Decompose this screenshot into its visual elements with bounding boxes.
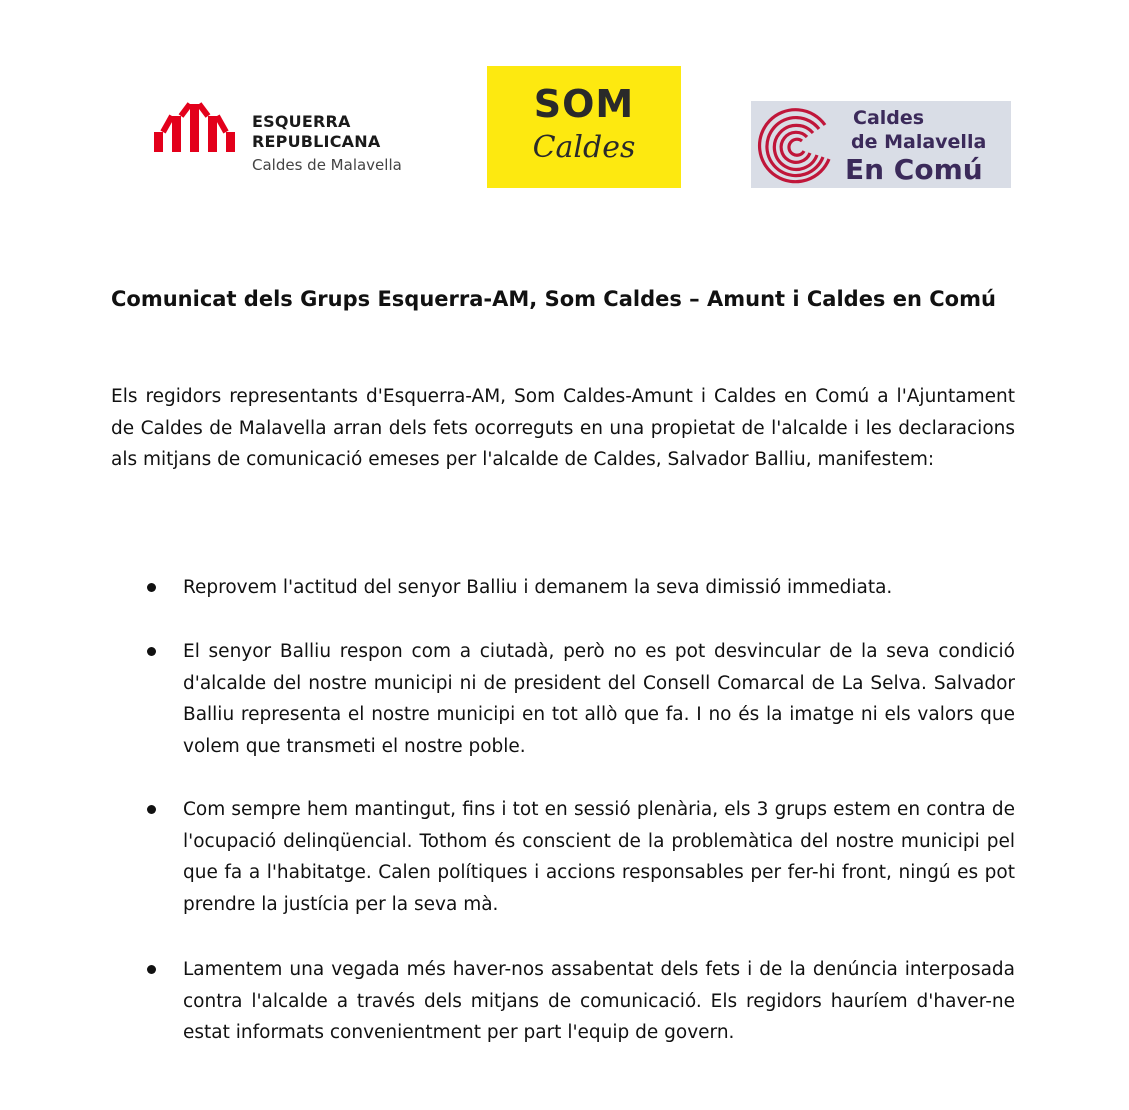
point-text: Lamentem una vegada més haver-nos assabentat dels fets i de la denúncia interposada contra l'alcalde a través dels mitjans de comunicació. Els regidors hauríem d'haver-ne estat informats convenientment per part l'equip de govern. bbox=[183, 959, 1015, 1043]
intro-paragraph: Els regidors representants d'Esquerra-AM, Som Caldes-Amunt i Caldes en Comú a l'Ajuntament de Caldes de Malavella arran dels fets ocorreguts en una propietat de l'alcalde i les declaracions als mitjans de comunicació emeses per l'alcalde de Caldes, Salvador Balliu, manifestem: bbox=[111, 386, 1015, 470]
bullet-icon bbox=[147, 805, 156, 814]
esquerra-logo-line2: REPUBLICANA bbox=[252, 132, 381, 151]
bullet-icon bbox=[147, 583, 156, 592]
list-item bbox=[183, 572, 1015, 604]
bullet-icon bbox=[147, 965, 156, 974]
point-text: Com sempre hem mantingut, fins i tot en sessió plenària, els 3 grups estem en contra de l'ocupació delinqüencial. Tothom és conscient de la problemàtica del nostre municipi pel que fa a l'habitatge. Calen polítiques i accions responsables per fer-hi front, ningú es pot prendre la justícia per la seva mà. bbox=[183, 799, 1015, 915]
som-caldes-logo bbox=[487, 66, 681, 188]
esquerra-logo-line3: Caldes de Malavella bbox=[252, 156, 402, 174]
document-title: Comunicat dels Grups Esquerra-AM, Som Caldes – Amunt i Caldes en Comú bbox=[111, 287, 996, 311]
esquerra-logo-line1: ESQUERRA bbox=[252, 112, 351, 131]
comu-logo-line2: de Malavella bbox=[851, 131, 987, 153]
logos-header bbox=[0, 0, 1129, 200]
list-item bbox=[183, 954, 1015, 1049]
list-item bbox=[183, 636, 1015, 762]
esquerra-republicana-logo bbox=[152, 100, 412, 182]
esquerra-star-bars-icon bbox=[152, 102, 236, 152]
list-item bbox=[183, 794, 1015, 920]
comu-logo-line3: En Comú bbox=[845, 153, 983, 186]
bullet-icon bbox=[147, 647, 156, 656]
caldes-en-comu-logo bbox=[751, 101, 1011, 188]
concentric-circles-icon bbox=[755, 103, 839, 187]
comu-logo-line1: Caldes bbox=[853, 107, 925, 129]
som-logo-sub: Caldes bbox=[532, 130, 636, 165]
point-text: El senyor Balliu respon com a ciutadà, però no es pot desvincular de la seva condició d'alcalde del nostre municipi ni de president del Consell Comarcal de La Selva. Salvador Balliu representa el nostre municipi en tot allò que fa. I no és la imatge ni els valors que volem que transmeti el nostre poble. bbox=[183, 641, 1015, 757]
point-text: Reprovem l'actitud del senyor Balliu i demanem la seva dimissió immediata. bbox=[183, 577, 893, 598]
som-logo-word: SOM bbox=[533, 82, 635, 126]
